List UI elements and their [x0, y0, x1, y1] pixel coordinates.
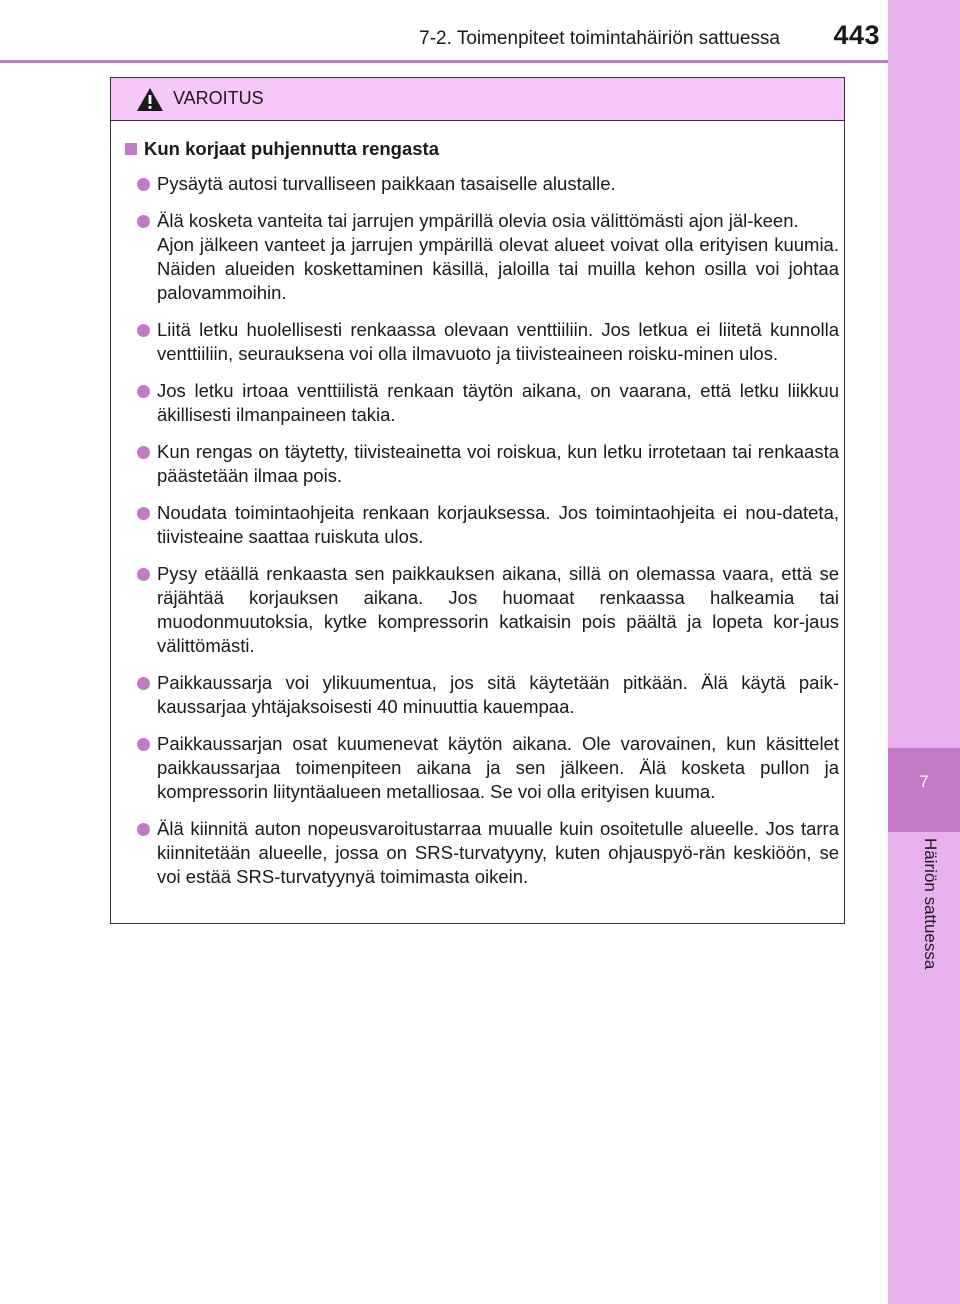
paragraph: Jos letku irtoaa venttiilistä renkaan täytön aikana, on vaarana, että letku liikkuu äkillisesti ilmanpaineen takia. [157, 380, 839, 425]
warning-header [111, 78, 844, 121]
warning-list [125, 172, 839, 889]
side-tab [888, 0, 960, 1304]
warning-triangle-icon [136, 87, 164, 112]
list-item [125, 671, 839, 719]
chapter-number: 7 [919, 772, 929, 791]
list-item [125, 562, 839, 658]
section-heading [125, 138, 839, 160]
bullet-dot-icon [137, 738, 150, 751]
bullet-dot-icon [137, 446, 150, 459]
warning-label: VAROITUS [173, 88, 264, 108]
paragraph: Pysy etäällä renkaasta sen paikkauksen aikana, sillä on olemassa vaara, että se räjähtää korjauksen aikana. Jos huomaat renkaassa halkeamia tai muodonmuutoksia, kytke kompressorin katkaisin pois päältä ja lopeta kor-jaus välittömästi. [157, 563, 839, 656]
paragraph: Liitä letku huolellisesti renkaassa olevaan venttiiliin. Jos letkua ei liitetä kunnolla venttiiliin, seurauksena voi olla ilmavuoto ja tiivisteaineen roisku-minen ulos. [157, 319, 839, 364]
list-item [125, 379, 839, 427]
list-item [125, 732, 839, 804]
bullet-dot-icon [137, 507, 150, 520]
list-item-text [157, 440, 839, 488]
warning-content [125, 138, 839, 902]
section-title: 7-2. Toimenpiteet toimintahäiriön sattuessa [419, 28, 780, 49]
list-item-text [157, 501, 839, 549]
square-bullet-icon [125, 143, 137, 155]
list-item-text [157, 817, 839, 889]
bullet-dot-icon [137, 324, 150, 337]
list-item [125, 172, 839, 196]
list-item [125, 501, 839, 549]
list-item-text [157, 209, 839, 305]
list-item [125, 209, 839, 305]
paragraph: Noudata toimintaohjeita renkaan korjauksessa. Jos toimintaohjeita ei nou-dateta, tiivisteaine saattaa ruiskuta ulos. [157, 502, 839, 547]
list-item-text [157, 172, 839, 196]
bullet-dot-icon [137, 385, 150, 398]
list-item [125, 817, 839, 889]
chapter-title: Häiriön sattuessa [921, 838, 940, 970]
bullet-dot-icon [137, 178, 150, 191]
list-item-text [157, 379, 839, 427]
paragraph: Älä kiinnitä auton nopeusvaroitustarraa muualle kuin osoitetulle alueelle. Jos tarra kiinnitetään alueelle, jossa on SRS-turvatyyny, kuten ohjauspyö-rän keskiöön, se voi estää SRS-turvatyynyä toimimasta oikein. [157, 818, 839, 887]
bullet-dot-icon [137, 568, 150, 581]
paragraph: Paikkaussarja voi ylikuumentua, jos sitä käytetään pitkään. Älä käytä paik-kaussarjaa yhtäjaksoisesti 40 minuuttia kauempaa. [157, 672, 839, 717]
warning-box [110, 77, 845, 924]
bullet-dot-icon [137, 215, 150, 228]
bullet-dot-icon [137, 823, 150, 836]
list-item [125, 318, 839, 366]
list-item-text [157, 562, 839, 658]
list-item [125, 440, 839, 488]
paragraph: Pysäytä autosi turvalliseen paikkaan tasaiselle alustalle. [157, 173, 616, 194]
page-number: 443 [833, 20, 880, 50]
list-item-text [157, 732, 839, 804]
list-item-text [157, 318, 839, 366]
list-item-text [157, 671, 839, 719]
header-rule [0, 60, 888, 63]
paragraph: Paikkaussarjan osat kuumenevat käytön aikana. Ole varovainen, kun käsittelet paikkaussarjaa toimenpiteen aikana ja sen jälkeen. Älä kosketa pullon ja kompressorin liityntäalueen metalliosaa. Se voi olla erityisen kuuma. [157, 733, 839, 802]
paragraph: Ajon jälkeen vanteet ja jarrujen ympärillä olevat alueet voivat olla erityisen kuumia. Näiden alueiden koskettaminen käsillä, jaloilla tai muilla kehon osilla voi johtaa palovammoihin. [157, 234, 839, 303]
paragraph: Älä kosketa vanteita tai jarrujen ympärillä olevia osia välittömästi ajon jäl-keen. [157, 210, 799, 231]
section-heading-text: Kun korjaat puhjennutta rengasta [144, 138, 440, 159]
paragraph: Kun rengas on täytetty, tiivisteainetta voi roiskua, kun letku irrotetaan tai renkaasta päästetään ilmaa pois. [157, 441, 839, 486]
bullet-dot-icon [137, 677, 150, 690]
